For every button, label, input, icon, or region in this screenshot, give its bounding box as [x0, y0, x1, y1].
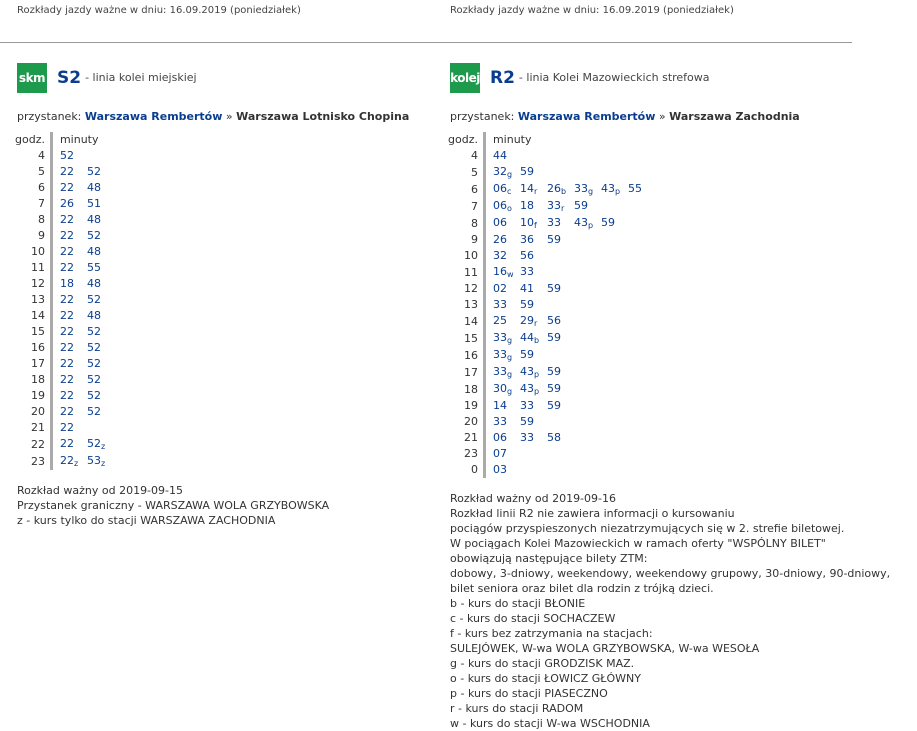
departure-minute[interactable]: 22: [59, 341, 74, 354]
departure-minute[interactable]: 44: [492, 149, 507, 162]
hour-row: [15, 180, 114, 196]
hour-row: [448, 281, 655, 297]
hour-row: [448, 462, 655, 478]
departure-minute[interactable]: 59: [600, 216, 615, 229]
minutes-cell: [486, 313, 655, 330]
departure-minute[interactable]: 26: [59, 197, 74, 210]
minutes-cell: [53, 420, 114, 436]
note-line: g - kurs do stacji GRODZISK MAZ.: [450, 657, 635, 670]
hour-header: godz.: [448, 133, 478, 146]
hour-row: [15, 436, 114, 453]
minutes-cell: [53, 340, 114, 356]
hour-cell: 18: [30, 373, 45, 386]
departure-minute[interactable]: 22: [59, 213, 74, 226]
line-header: [450, 62, 910, 93]
divider: [0, 42, 852, 43]
hour-cell: 7: [37, 197, 45, 210]
minutes-cell: [53, 356, 114, 372]
departure-minute[interactable]: 59: [546, 365, 561, 378]
note-line: Rozkład linii R2 nie zawiera informacji o kursowaniu: [450, 507, 735, 520]
minutes-cell: [53, 308, 114, 324]
hour-row: [448, 264, 655, 281]
departure-minute[interactable]: 52: [86, 389, 101, 402]
note-line: r - kurs do stacji RADOM: [450, 702, 584, 715]
timetable: [15, 132, 114, 470]
line-name[interactable]: S2: [57, 67, 82, 88]
hour-cell: 16: [30, 341, 45, 354]
departure-minute[interactable]: 52: [86, 373, 101, 386]
departure-minute[interactable]: 48: [86, 181, 101, 194]
hour-row: [448, 248, 655, 264]
hour-cell: 11: [30, 261, 45, 274]
hour-cell: 16: [463, 348, 478, 362]
departure-minute[interactable]: 48: [86, 213, 101, 226]
hour-row: [448, 313, 655, 330]
note-line: Rozkład ważny od 2019-09-16: [450, 492, 616, 505]
hour-cell: 23: [30, 454, 45, 468]
departure-minute[interactable]: $06_c$: [492, 182, 512, 196]
hour-cell: 15: [463, 331, 478, 345]
hour-cell: 10: [463, 249, 478, 262]
hour-row: [15, 260, 114, 276]
stop-info: [17, 110, 427, 123]
departure-minute[interactable]: $52_z$: [86, 437, 106, 451]
line-header: [17, 62, 427, 93]
minutes-cell: [53, 164, 114, 180]
minutes-cell: [53, 404, 114, 420]
departure-minute[interactable]: 48: [86, 277, 101, 290]
minutes-cell: [53, 292, 114, 308]
departure-minute[interactable]: 22: [59, 405, 74, 418]
note-line: o - kurs do stacji ŁOWICZ GŁÓWNY: [450, 672, 641, 685]
departure-minute[interactable]: 22: [59, 165, 74, 178]
departure-minute[interactable]: 18: [519, 199, 534, 212]
departure-minute[interactable]: 06: [492, 431, 507, 444]
valid-date-right: Rozkłady jazdy ważne w dniu: 16.09.2019 (poniedziałek): [450, 5, 734, 16]
departure-minute[interactable]: 22: [59, 437, 74, 450]
departure-minute[interactable]: 59: [546, 382, 561, 395]
note-line: Przystanek graniczny - WARSZAWA WOLA GRZYBOWSKA: [17, 499, 330, 512]
departure-minute[interactable]: $33_g$: [492, 348, 513, 362]
hour-cell: 20: [463, 415, 478, 428]
minutes-cell: [53, 372, 114, 388]
hour-row: [15, 164, 114, 180]
hour-cell: 7: [470, 199, 478, 213]
departure-minute[interactable]: $16_w$: [492, 265, 514, 279]
minutes-cell: [486, 414, 655, 430]
minutes-cell: [486, 462, 655, 478]
minutes-cell: [53, 148, 114, 164]
timetable: [448, 132, 655, 478]
departure-minute[interactable]: $43_p$: [573, 216, 594, 230]
departure-minute[interactable]: 22: [59, 389, 74, 402]
line-description: - linia kolei miejskiej: [85, 71, 197, 84]
hour-cell: 4: [470, 149, 478, 162]
hour-cell: 8: [37, 213, 45, 226]
hour-cell: 21: [463, 431, 478, 444]
departure-minute[interactable]: 55: [86, 261, 101, 274]
notes: [17, 483, 427, 528]
departure-minute[interactable]: $06_o$: [492, 199, 512, 213]
minutes-cell: [53, 436, 114, 453]
hour-row: [15, 228, 114, 244]
departure-minute[interactable]: 59: [546, 282, 561, 295]
departure-minute[interactable]: 22: [59, 181, 74, 194]
departure-minute[interactable]: 25: [492, 314, 507, 327]
hour-row: [15, 308, 114, 324]
hour-cell: 17: [463, 365, 478, 379]
hour-cell: 19: [463, 399, 478, 412]
note-line: p - kurs do stacji PIASECZNO: [450, 687, 608, 700]
minutes-cell: [53, 453, 114, 470]
hour-row: [448, 446, 655, 462]
hour-header: godz.: [15, 133, 45, 146]
minutes-cell: [486, 364, 655, 381]
minutes-cell: [486, 398, 655, 414]
departure-minute[interactable]: 22: [59, 261, 74, 274]
departure-minute[interactable]: 22: [59, 229, 74, 242]
departure-minute[interactable]: 52: [86, 325, 101, 338]
minutes-cell: [486, 297, 655, 313]
timetable-panel-right: [450, 62, 910, 731]
minutes-cell: [486, 381, 655, 398]
note-line: w - kurs do stacji W-wa WSCHODNIA: [450, 717, 650, 730]
departure-minute[interactable]: 33: [519, 431, 534, 444]
departure-minute[interactable]: 56: [519, 249, 534, 262]
note-line: W pociągach Kolei Mazowieckich w ramach oferty "WSPÓLNY BILET": [450, 537, 826, 550]
timetable-panel-left: [17, 62, 427, 528]
hour-cell: 22: [30, 437, 45, 451]
hour-cell: 12: [30, 277, 45, 290]
hour-row: [448, 330, 655, 347]
departure-minute[interactable]: 59: [519, 165, 534, 178]
departure-minute[interactable]: $33_g$: [573, 182, 594, 196]
minutes-cell: [486, 281, 655, 297]
hour-cell: 15: [30, 325, 45, 338]
departure-minute[interactable]: 07: [492, 447, 507, 460]
departure-minute[interactable]: 26: [492, 233, 507, 246]
hour-cell: 20: [30, 405, 45, 418]
departure-minute[interactable]: 58: [546, 431, 561, 444]
departure-minute[interactable]: 18: [59, 277, 74, 290]
note-line: SULEJÓWEK, W-wa WOLA GRZYBOWSKA, W-wa WESOŁA: [450, 642, 760, 655]
hour-cell: 18: [463, 382, 478, 396]
hour-cell: 13: [463, 298, 478, 311]
departure-minute[interactable]: 48: [86, 309, 101, 322]
hour-row: [448, 347, 655, 364]
note-line: pociągów przyspieszonych niezatrzymujących się w 2. strefie biletowej.: [450, 522, 845, 535]
departure-minute[interactable]: $53_z$: [86, 454, 106, 468]
stop-label: przystanek:: [17, 110, 82, 123]
hour-row: [448, 164, 655, 181]
minutes-cell: [486, 198, 655, 215]
hour-cell: 8: [470, 216, 478, 230]
hour-cell: 5: [470, 165, 478, 179]
note-line: z - kurs tylko do stacji WARSZAWA ZACHODNIA: [17, 514, 276, 527]
minutes-cell: [53, 260, 114, 276]
minutes-cell: [486, 446, 655, 462]
note-line: f - kurs bez zatrzymania na stacjach:: [450, 627, 653, 640]
hour-row: [448, 232, 655, 248]
hour-cell: 23: [463, 447, 478, 460]
hour-cell: 12: [463, 282, 478, 295]
departure-minute[interactable]: 59: [546, 233, 561, 246]
departure-minute[interactable]: 22: [59, 293, 74, 306]
minutes-cell: [53, 324, 114, 340]
departure-minute[interactable]: 22: [59, 245, 74, 258]
hour-cell: 0: [470, 463, 478, 476]
note-line: Rozkład ważny od 2019-09-15: [17, 484, 183, 497]
departure-minute[interactable]: 59: [519, 298, 534, 311]
departure-minute[interactable]: 22: [59, 373, 74, 386]
departure-minute[interactable]: $33_g$: [492, 331, 513, 345]
hour-row: [15, 420, 114, 436]
line-name[interactable]: R2: [490, 67, 515, 88]
hour-cell: 10: [30, 245, 45, 258]
hour-cell: 9: [470, 233, 478, 246]
departure-minute[interactable]: 22: [59, 357, 74, 370]
minutes-cell: [486, 264, 655, 281]
hour-row: [448, 398, 655, 414]
minutes-cell: [486, 164, 655, 181]
departure-minute[interactable]: 22: [59, 325, 74, 338]
departure-minute[interactable]: 55: [627, 182, 642, 195]
minutes-header: minuty: [59, 133, 99, 146]
departure-minute[interactable]: 32: [492, 249, 507, 262]
minutes-cell: [486, 347, 655, 364]
hour-row: [15, 212, 114, 228]
direction-separator: »: [225, 110, 233, 123]
note-line: b - kurs do stacji BŁONIE: [450, 597, 586, 610]
departure-minute[interactable]: 03: [492, 463, 507, 476]
hour-row: [15, 244, 114, 260]
departure-minute[interactable]: $33_r$: [546, 199, 565, 213]
departure-minute[interactable]: 02: [492, 282, 507, 295]
departure-minute[interactable]: $43_p$: [519, 382, 540, 396]
departure-minute[interactable]: $33_g$: [492, 365, 513, 379]
hour-row: [15, 276, 114, 292]
departure-minute[interactable]: 41: [519, 282, 534, 295]
departure-minute[interactable]: 36: [519, 233, 534, 246]
minutes-cell: [53, 180, 114, 196]
departure-minute[interactable]: $44_b$: [519, 331, 540, 345]
departure-minute[interactable]: 52: [86, 165, 101, 178]
hour-cell: 9: [37, 229, 45, 242]
minutes-cell: [53, 388, 114, 404]
hour-cell: 13: [30, 293, 45, 306]
departure-minute[interactable]: 51: [86, 197, 101, 210]
minutes-cell: [486, 232, 655, 248]
hour-row: [15, 196, 114, 212]
note-line: c - kurs do stacji SOCHACZEW: [450, 612, 616, 625]
hour-cell: 19: [30, 389, 45, 402]
departure-minute[interactable]: 52: [59, 149, 74, 162]
departure-minute[interactable]: $26_b$: [546, 182, 567, 196]
departure-minute[interactable]: 59: [546, 331, 561, 344]
departure-minute[interactable]: 52: [86, 229, 101, 242]
hour-row: [15, 292, 114, 308]
hour-row: [15, 404, 114, 420]
valid-date-left: Rozkłady jazdy ważne w dniu: 16.09.2019 (poniedziałek): [17, 5, 301, 16]
departure-minute[interactable]: 52: [86, 341, 101, 354]
hour-row: [15, 388, 114, 404]
departure-minute[interactable]: $43_p$: [600, 182, 621, 196]
minutes-cell: [486, 148, 655, 164]
hour-row: [448, 297, 655, 313]
direction-separator: »: [658, 110, 666, 123]
hour-cell: 14: [463, 314, 478, 328]
departure-minute[interactable]: $10_f$: [519, 216, 537, 230]
departure-minute[interactable]: 06: [492, 216, 507, 229]
hour-cell: 11: [463, 265, 478, 279]
hour-cell: 17: [30, 357, 45, 370]
stop-link[interactable]: Warszawa Rembertów: [517, 110, 656, 123]
departure-minute[interactable]: 33: [546, 216, 561, 229]
minutes-cell: [486, 430, 655, 446]
departure-minute[interactable]: 14: [492, 399, 507, 412]
stop-link[interactable]: Warszawa Rembertów: [84, 110, 223, 123]
hour-cell: 4: [37, 149, 45, 162]
hour-row: [448, 364, 655, 381]
note-line: dobowy, 3-dniowy, weekendowy, weekendowy grupowy, 30-dniowy, 90-dniowy,: [450, 567, 891, 580]
note-line: bilet seniora oraz bilet dla rodzin z trójką dzieci.: [450, 582, 714, 595]
hour-row: [448, 198, 655, 215]
stop-info: [450, 110, 910, 123]
departure-minute[interactable]: 33: [519, 265, 534, 278]
minutes-cell: [486, 215, 655, 232]
departure-minute[interactable]: 33: [492, 415, 507, 428]
departure-minute[interactable]: 59: [519, 348, 534, 361]
note-line: obowiązują następujące bilety ZTM:: [450, 552, 648, 565]
minutes-header: minuty: [492, 133, 532, 146]
minutes-cell: [53, 212, 114, 228]
line-description: - linia Kolei Mazowieckich strefowa: [518, 71, 710, 84]
hour-row: [448, 148, 655, 164]
hour-row: [448, 430, 655, 446]
departure-minute[interactable]: 59: [519, 415, 534, 428]
departure-minute[interactable]: 22: [59, 309, 74, 322]
departure-minute[interactable]: 52: [86, 357, 101, 370]
hour-row: [15, 340, 114, 356]
hour-row: [448, 181, 655, 198]
departure-minute[interactable]: 52: [86, 293, 101, 306]
departure-minute[interactable]: 59: [573, 199, 588, 212]
departure-minute[interactable]: 48: [86, 245, 101, 258]
departure-minute[interactable]: 59: [546, 399, 561, 412]
minutes-cell: [53, 196, 114, 212]
notes: [450, 491, 910, 731]
hour-row: [15, 356, 114, 372]
departure-minute[interactable]: $22_z$: [59, 454, 79, 468]
hour-cell: 5: [37, 165, 45, 178]
minutes-cell: [486, 181, 655, 198]
minutes-cell: [486, 248, 655, 264]
hour-row: [15, 453, 114, 470]
hour-row: [15, 324, 114, 340]
departure-minute[interactable]: $14_r$: [519, 182, 538, 196]
departure-minute[interactable]: $30_g$: [492, 382, 513, 396]
destination: Warszawa Zachodnia: [669, 110, 800, 123]
departure-minute[interactable]: 33: [492, 298, 507, 311]
minutes-cell: [53, 244, 114, 260]
hour-cell: 21: [30, 421, 45, 434]
departure-minute[interactable]: $29_r$: [519, 314, 538, 328]
hour-cell: 6: [37, 181, 45, 194]
departure-minute[interactable]: 52: [86, 405, 101, 418]
destination: Warszawa Lotnisko Chopina: [236, 110, 410, 123]
hour-row: [448, 414, 655, 430]
skm-logo-icon: skm: [17, 63, 47, 93]
hour-row: [448, 381, 655, 398]
hour-row: [15, 372, 114, 388]
hour-cell: 6: [470, 182, 478, 196]
kolej-logo-icon: kolej: [450, 63, 480, 93]
hour-cell: 14: [30, 309, 45, 322]
departure-minute[interactable]: 33: [519, 399, 534, 412]
hour-row: [15, 148, 114, 164]
departure-minute[interactable]: $43_p$: [519, 365, 540, 379]
minutes-cell: [53, 228, 114, 244]
stop-label: przystanek:: [450, 110, 515, 123]
hour-row: [448, 215, 655, 232]
departure-minute[interactable]: 56: [546, 314, 561, 327]
departure-minute[interactable]: 22: [59, 421, 74, 434]
minutes-cell: [486, 330, 655, 347]
departure-minute[interactable]: $32_g$: [492, 165, 513, 179]
minutes-cell: [53, 276, 114, 292]
